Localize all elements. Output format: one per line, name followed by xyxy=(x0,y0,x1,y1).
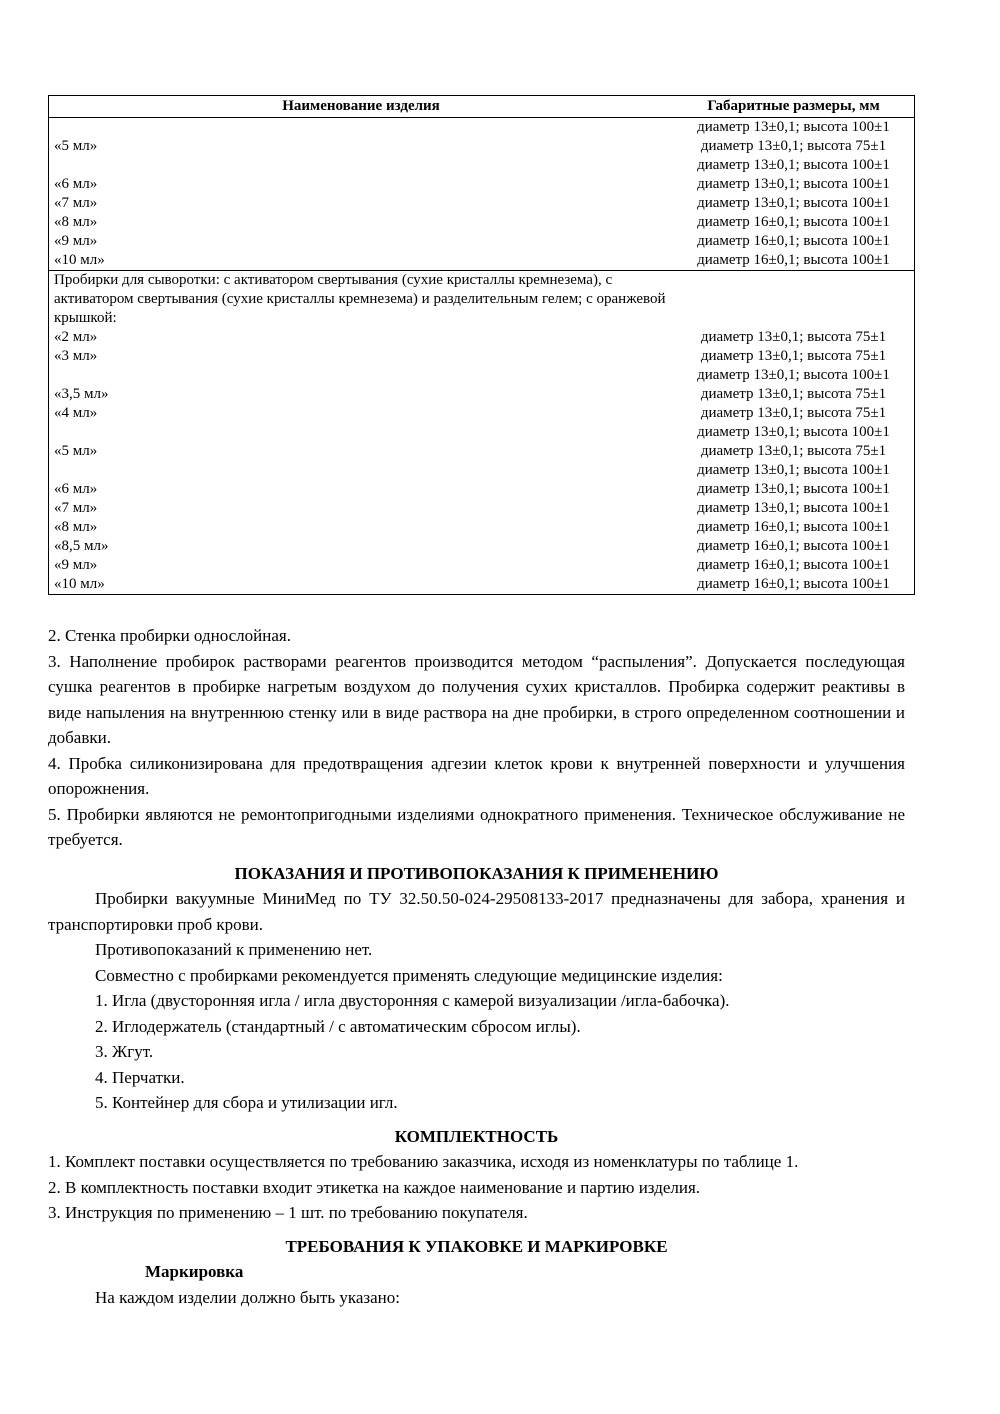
product-size-cell: диаметр 16±0,1; высота 100±1 xyxy=(697,538,890,554)
table-row xyxy=(49,194,915,213)
list-item-tourniquet: 3. Жгут. xyxy=(95,1042,154,1061)
paragraph-recommended-devices: Совместно с пробирками рекомендуется применять следующие медицинские изделия: xyxy=(95,965,723,985)
table-cell-empty xyxy=(673,271,915,329)
product-size-cell: диаметр 16±0,1; высота 100±1 xyxy=(697,557,890,573)
product-name-cell: «10 мл» xyxy=(54,252,105,268)
product-size-cell: диаметр 13±0,1; высота 75±1 xyxy=(700,386,887,402)
product-name-cell xyxy=(49,366,674,385)
product-name-cell: «6 мл» xyxy=(54,481,98,497)
completeness-item-1: 1. Комплект поставки осуществляется по требованию заказчика, исходя из номенклатуры по таблице 1. xyxy=(48,1152,799,1171)
table-header-name: Наименование изделия xyxy=(49,96,674,118)
table-row xyxy=(49,575,915,595)
table-row xyxy=(49,137,915,156)
product-size-cell: диаметр 16±0,1; высота 100±1 xyxy=(697,519,890,535)
table-row xyxy=(49,518,915,537)
product-name-cell: «2 мл» xyxy=(54,329,98,345)
table-section-intro: Пробирки для сыворотки: с активатором свертывания (сухие кристаллы кремнезема), с активатором свертывания (сухие кристаллы кремнезема) и разделительным гелем; с оранжевой крышкой: xyxy=(49,271,674,329)
product-size-cell: диаметр 16±0,1; высота 100±1 xyxy=(697,214,890,230)
product-name-cell: «8 мл» xyxy=(54,519,98,535)
table-row xyxy=(49,251,915,271)
table-row xyxy=(49,347,915,366)
table-row xyxy=(49,118,915,138)
list-item-holder: 2. Иглодержатель (стандартный / с автоматическим сбросом иглы). xyxy=(95,1016,581,1036)
table-header-size: Габаритные размеры, мм xyxy=(673,96,915,118)
product-size-cell: диаметр 16±0,1; высота 100±1 xyxy=(697,576,890,592)
table-row xyxy=(49,461,915,480)
product-size-cell: диаметр 13±0,1; высота 100±1 xyxy=(697,195,890,211)
product-name-cell: «5 мл» xyxy=(54,443,98,459)
table-row xyxy=(49,499,915,518)
product-name-cell: «9 мл» xyxy=(54,557,98,573)
list-item-needle: 1. Игла (двусторонняя игла / игла двусторонняя с камерой визуализации /игла-бабочка). xyxy=(95,991,730,1010)
product-name-cell: «3 мл» xyxy=(54,348,98,364)
table-row xyxy=(49,537,915,556)
table-row xyxy=(49,232,915,251)
product-name-cell: «7 мл» xyxy=(54,195,98,211)
product-name-cell xyxy=(49,423,674,442)
paragraph-marking-intro: На каждом изделии должно быть указано: xyxy=(95,1287,400,1307)
table-row xyxy=(49,385,915,404)
table-header-row xyxy=(49,96,915,118)
table-section-intro-row xyxy=(49,271,915,329)
table-row xyxy=(49,366,915,385)
heading-completeness: КОМПЛЕКТНОСТЬ xyxy=(394,1126,559,1146)
table-row xyxy=(49,404,915,423)
product-size-cell: диаметр 13±0,1; высота 100±1 xyxy=(697,462,890,478)
product-table-header xyxy=(49,96,915,118)
list-item-gloves: 4. Перчатки. xyxy=(95,1067,185,1087)
paragraph-wall: 2. Стенка пробирки однослойная. xyxy=(48,626,291,645)
table-row xyxy=(49,328,915,347)
completeness-item-2: 2. В комплектность поставки входит этикетка на каждое наименование и партию изделия. xyxy=(48,1177,701,1197)
table-row xyxy=(49,480,915,499)
product-size-cell: диаметр 13±0,1; высота 75±1 xyxy=(700,443,887,459)
general-description xyxy=(48,623,905,1310)
table-row xyxy=(49,156,915,175)
product-name-cell: «5 мл» xyxy=(54,138,98,154)
paragraph-single-use: 5. Пробирки являются не ремонтопригодными изделиями однократного применения. Техническое обслуживание не требуется. xyxy=(48,804,905,849)
product-name-cell: «6 мл» xyxy=(54,176,98,192)
product-size-cell: диаметр 13±0,1; высота 75±1 xyxy=(700,329,887,345)
product-size-cell: диаметр 13±0,1; высота 100±1 xyxy=(697,176,890,192)
table-row xyxy=(49,175,915,194)
product-size-cell: диаметр 13±0,1; высота 75±1 xyxy=(700,138,887,154)
table-row xyxy=(49,556,915,575)
heading-packaging: ТРЕБОВАНИЯ К УПАКОВКЕ И МАРКИРОВКЕ xyxy=(285,1236,668,1256)
product-size-cell: диаметр 13±0,1; высота 75±1 xyxy=(700,348,887,364)
product-name-cell xyxy=(49,118,674,138)
paragraph-purpose: Пробирки вакуумные МиниМед по ТУ 32.50.50-024-29508133-2017 предназначены для забора, хранения и транспортировки проб крови. xyxy=(48,889,905,934)
product-table xyxy=(48,95,915,595)
list-item-container: 5. Контейнер для сбора и утилизации игл. xyxy=(95,1093,398,1112)
paragraph-no-contraindications: Противопоказаний к применению нет. xyxy=(95,940,373,959)
paragraph-filling: 3. Наполнение пробирок растворами реагентов производится методом “распыления”. Допускается последующая сушка реагентов в пробирке нагретым воздухом до получения сухих кристаллов. Пробирка содержит реактивы в виде напыления на внутреннюю стенку или в виде раствора на дне пробирки, в строго определенном соотношении и добавки. xyxy=(48,651,905,747)
product-name-cell: «4 мл» xyxy=(54,405,98,421)
table-row xyxy=(49,423,915,442)
paragraph-stopper: 4. Пробка силиконизирована для предотвращения адгезии клеток крови к внутренней поверхности и улучшения опорожнения. xyxy=(48,753,905,798)
product-name-cell xyxy=(49,461,674,480)
product-name-cell: «7 мл» xyxy=(54,500,98,516)
product-name-cell: «8 мл» xyxy=(54,214,98,230)
product-size-cell: диаметр 13±0,1; высота 100±1 xyxy=(697,481,890,497)
product-name-cell: «3,5 мл» xyxy=(54,386,109,402)
product-table-body xyxy=(49,118,915,595)
product-size-cell: диаметр 16±0,1; высота 100±1 xyxy=(697,252,890,268)
product-name-cell: «10 мл» xyxy=(54,576,105,592)
product-name-cell xyxy=(49,156,674,175)
product-size-cell: диаметр 13±0,1; высота 100±1 xyxy=(697,157,890,173)
product-size-cell: диаметр 13±0,1; высота 100±1 xyxy=(697,119,890,135)
product-name-cell: «9 мл» xyxy=(54,233,98,249)
table-row xyxy=(49,442,915,461)
heading-indications: ПОКАЗАНИЯ И ПРОТИВОПОКАЗАНИЯ К ПРИМЕНЕНИЮ xyxy=(234,863,719,883)
product-size-cell: диаметр 13±0,1; высота 75±1 xyxy=(700,405,887,421)
product-name-cell: «8,5 мл» xyxy=(54,538,109,554)
subheading-marking: Маркировка xyxy=(145,1262,244,1281)
table-row xyxy=(49,213,915,232)
product-size-cell: диаметр 13±0,1; высота 100±1 xyxy=(697,367,890,383)
product-size-cell: диаметр 13±0,1; высота 100±1 xyxy=(697,424,890,440)
completeness-item-3: 3. Инструкция по применению – 1 шт. по требованию покупателя. xyxy=(48,1203,528,1222)
product-size-cell: диаметр 16±0,1; высота 100±1 xyxy=(697,233,890,249)
product-size-cell: диаметр 13±0,1; высота 100±1 xyxy=(697,500,890,516)
